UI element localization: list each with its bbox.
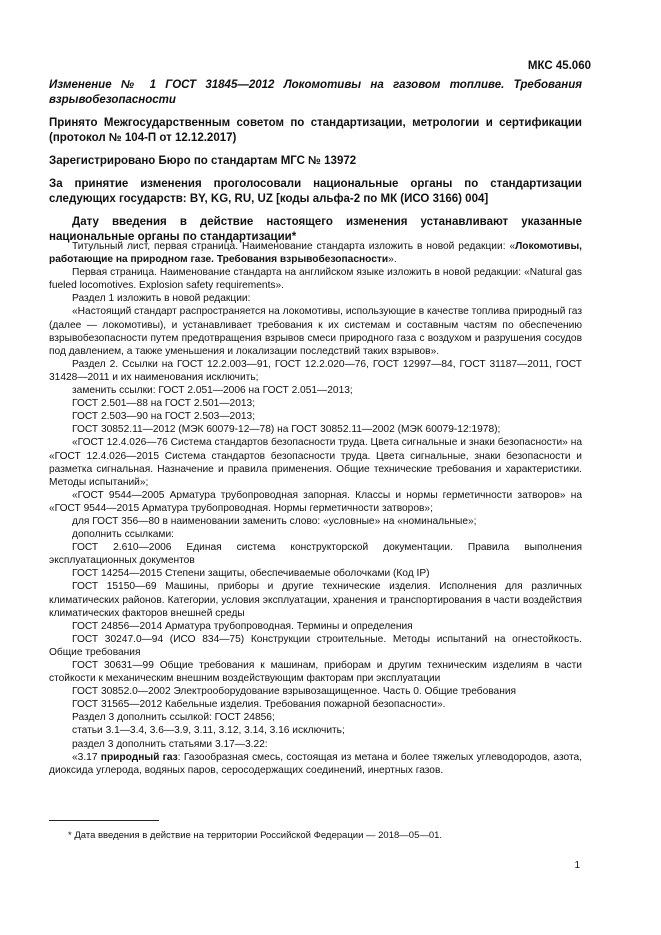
classification-code: МКС 45.060 <box>527 60 591 72</box>
footnote: * Дата введения в действие на территории Российской Федерации — 2018—05—01. <box>68 830 443 841</box>
body-paragraph: заменить ссылки: ГОСТ 2.051—2006 на ГОСТ 2.051—2013; <box>72 385 353 397</box>
footnote-divider <box>49 820 159 821</box>
body-paragraph: ГОСТ 2.610—2006 Единая система конструкторской документации. Правила выполнения эксплуатационных документов <box>49 542 582 567</box>
page-number: 1 <box>574 860 580 871</box>
body-paragraph: ГОСТ 14254—2015 Степени защиты, обеспечиваемые оболочками (Код IP) <box>72 568 430 580</box>
voting-statement: За принятие изменения проголосовали национальные органы по стандартизации следующих государств: BY, KG, RU, UZ [коды альфа-2 по МК (ИСО 3166) 004] <box>49 178 582 205</box>
body-paragraph: ГОСТ 30631—99 Общие требования к машинам, приборам и другим техническим изделиям в части стойкости к механическим внешним воздействующим факторам при эксплуатации <box>49 660 582 685</box>
body-paragraph: Раздел 3 дополнить ссылкой: ГОСТ 24856; <box>72 712 275 724</box>
amendment-header <box>49 78 582 253</box>
body-paragraph: ГОСТ 30852.0—2002 Электрооборудование взрывозащищенное. Часть 0. Общие требования <box>72 686 517 698</box>
body-paragraph: ГОСТ 24856—2014 Арматура трубопроводная. Термины и определения <box>72 620 413 632</box>
body-paragraph: «ГОСТ 12.4.026—76 Система стандартов безопасности труда. Цвета сигнальные и знаки безопасности» на «ГОСТ 12.4.026—2015 Система стандартов безопасности труда. Цвета сигнальные, знаки безопасности и разметка сигнальная. Назначение и правила применения. Общие технические требования и характеристики. Методы испытаний»; <box>49 437 582 488</box>
body-paragraph: ГОСТ 30852.11—2012 (МЭК 60079-12—78) на ГОСТ 30852.11—2002 (МЭК 60079-12:1978); <box>72 424 501 436</box>
body-paragraph: ГОСТ 2.501—88 на ГОСТ 2.501—2013; <box>72 398 256 410</box>
amendment-body <box>49 240 582 777</box>
body-paragraph: для ГОСТ 356—80 в наименовании заменить слово: «условные» на «номинальные»; <box>72 515 477 527</box>
body-paragraph: ГОСТ 30247.0—94 (ИСО 834—75) Конструкции строительные. Методы испытаний на огнестойкость. Общие требования <box>49 633 582 658</box>
effective-date-statement: Дату введения в действие настоящего изменения устанавливают указанные национальные органы по стандартизации* <box>49 216 582 243</box>
registration-statement: Зарегистрировано Бюро по стандартам МГС № 13972 <box>49 155 357 167</box>
body-paragraph: Титульный лист, первая страница. Наименование стандарта изложить в новой редакции: «Локомотивы, работающие на природном газе. Требования взрывобезопасности». <box>49 241 582 266</box>
adopted-statement: Принято Межгосударственным советом по стандартизации, метрологии и сертификации (протокол № 104-П от 12.12.2017) <box>49 117 582 144</box>
body-paragraph: «3.17 природный газ: Газообразная смесь, состоящая из метана и более тяжелых углеводородов, азота, диоксида углерода, водяных паров, серосодержащих соединений, инертных газов. <box>49 751 582 776</box>
body-paragraph: ГОСТ 2.503—90 на ГОСТ 2.503—2013; <box>72 411 256 423</box>
body-paragraph: раздел 3 дополнить статьями 3.17—3.22: <box>72 738 268 750</box>
body-paragraph: ГОСТ 31565—2012 Кабельные изделия. Требования пожарной безопасности». <box>72 699 446 711</box>
amendment-title: Изменение № 1 ГОСТ 31845—2012 Локомотивы на газовом топливе. Требования взрывобезопасности <box>49 79 582 106</box>
body-paragraph: Раздел 2. Ссылки на ГОСТ 12.2.003—91, ГОСТ 12.2.020—76, ГОСТ 12997—84, ГОСТ 31187—2011, ГОСТ 31428—2011 и их наименования исключить; <box>49 358 582 383</box>
body-paragraph: Раздел 1 изложить в новой редакции: <box>72 293 251 305</box>
body-paragraph: «Настоящий стандарт распространяется на локомотивы, использующие в качестве топлива природный газ (далее — локомотивы), и устанавливает требования к их системам и составным частям по обеспечению взрывобезопасности путем предотвращения взрывов смеси природного газа с воздухом и разрушения сосудов под давлением, а также уменьшения и локализации последствий таких взрывов». <box>49 306 582 357</box>
body-paragraph: «ГОСТ 9544—2005 Арматура трубопроводная запорная. Классы и нормы герметичности затворов» на «ГОСТ 9544—2015 Арматура трубопроводная. Нормы герметичности затворов»; <box>49 489 582 514</box>
body-paragraph: статьи 3.1—3.4, 3.6—3.9, 3.11, 3.12, 3.14, 3.16 исключить; <box>72 725 345 737</box>
body-paragraph: Первая страница. Наименование стандарта на английском языке изложить в новой редакции: «Natural gas fueled locomotives. Explosion safety requirements». <box>49 267 582 292</box>
body-paragraph: ГОСТ 15150—69 Машины, приборы и другие технические изделия. Исполнения для различных климатических районов. Категории, условия эксплуатации, хранения и транспортирования в части воздействия климатических факторов внешней среды <box>49 581 582 619</box>
body-paragraph: дополнить ссылками: <box>72 529 174 541</box>
